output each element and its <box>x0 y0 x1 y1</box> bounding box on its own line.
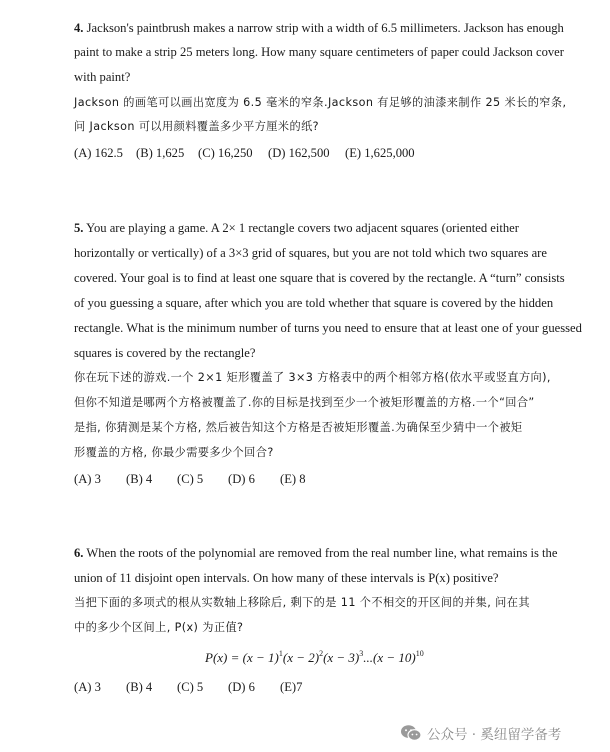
question-text: of you guessing a square, after which you are told whether that square is covered by the hidden <box>74 296 554 310</box>
question-text-zh: 形覆盖的方格, 你最少需要多少个回合? <box>74 446 274 459</box>
option-c[interactable]: (C) 16,250 <box>198 146 253 160</box>
question-text: You are playing a game. A 2× 1 rectangle covers two adjacent squares (oriented either <box>86 221 519 235</box>
question-text-zh: 问 Jackson 可以用颜料覆盖多少平方厘米的纸? <box>74 120 319 133</box>
question-text-zh: 是指, 你猜测是某个方格, 然后被告知这个方格是否被矩形覆盖.为确保至少猜中一个被矩 <box>74 421 523 434</box>
question-text: squares is covered by the rectangle? <box>74 346 256 360</box>
option-b[interactable]: (B) 4 <box>126 680 153 694</box>
option-e[interactable]: (E) 1,625,000 <box>345 146 415 160</box>
formula-exponent-10: 10 <box>415 649 424 658</box>
formula-lhs: P(x) = <box>205 650 243 665</box>
question-text: covered. Your goal is to find at least one square that is covered by the rectangle. A “turn” consists <box>74 271 565 285</box>
watermark <box>400 722 561 744</box>
question-text: Jackson's paintbrush makes a narrow strip with a width of 6.5 millimeters. Jackson has enough <box>86 21 564 35</box>
question-text: rectangle. What is the minimum number of turns you need to ensure that at least one of your guessed <box>74 321 582 335</box>
question-text-zh: 你在玩下述的游戏.一个 2×1 矩形覆盖了 3×3 方格表中的两个相邻方格(依水平或竖直方向), <box>74 371 551 384</box>
question-number: 5. <box>74 221 84 235</box>
polynomial-formula <box>205 650 424 664</box>
option-e[interactable]: (E)7 <box>280 680 303 694</box>
option-a[interactable]: (A) 3 <box>74 680 101 694</box>
question-text: union of 11 disjoint open intervals. On how many of these intervals is P(x) positive? <box>74 571 499 585</box>
question-text: horizontally or vertically) of a 3×3 grid of squares, but you are not told which two squares are <box>74 246 547 260</box>
formula-exponent-1: 1 <box>278 649 283 658</box>
question-text: When the roots of the polynomial are removed from the real number line, what remains is the <box>86 546 558 560</box>
option-d[interactable]: (D) 162,500 <box>268 146 330 160</box>
question-text-zh: Jackson 的画笔可以画出宽度为 6.5 毫米的窄条.Jackson 有足够的油漆来制作 25 米长的窄条, <box>74 96 567 109</box>
formula-ellipsis: ... <box>363 650 374 665</box>
option-e[interactable]: (E) 8 <box>280 472 306 486</box>
option-b[interactable]: (B) 4 <box>126 472 153 486</box>
question-text-zh: 中的多少个区间上, P(x) 为正值? <box>74 621 244 634</box>
option-d[interactable]: (D) 6 <box>228 472 255 486</box>
formula-factor-2: (x − 2) <box>282 650 320 665</box>
question-number: 4. <box>74 21 84 35</box>
formula-factor-1: (x − 1) <box>242 650 279 665</box>
question-text: with paint? <box>74 70 131 84</box>
option-a[interactable]: (A) 162.5 <box>74 146 123 160</box>
watermark-text: 公众号 · 奚纽留学备考 <box>427 727 562 743</box>
question-text-zh: 当把下面的多项式的根从实数轴上移除后, 剩下的是 11 个不相交的开区间的并集, 问在其 <box>74 596 530 609</box>
formula-exponent-2: 2 <box>319 649 324 658</box>
option-d[interactable]: (D) 6 <box>228 680 255 694</box>
option-c[interactable]: (C) 5 <box>177 472 204 486</box>
question-text: paint to make a strip 25 meters long. How many square centimeters of paper could Jackson cover <box>74 45 564 59</box>
wechat-icon <box>400 724 422 742</box>
question-text-zh: 但你不知道是哪两个方格被覆盖了.你的目标是找到至少一个被矩形覆盖的方格.一个“回合” <box>74 396 535 409</box>
option-c[interactable]: (C) 5 <box>177 680 204 694</box>
option-a[interactable]: (A) 3 <box>74 472 101 486</box>
formula-exponent-3: 3 <box>359 649 364 658</box>
question-number: 6. <box>74 546 84 560</box>
option-b[interactable]: (B) 1,625 <box>136 146 185 160</box>
formula-factor-10: (x − 10) <box>373 650 416 665</box>
formula-factor-3: (x − 3) <box>323 650 360 665</box>
